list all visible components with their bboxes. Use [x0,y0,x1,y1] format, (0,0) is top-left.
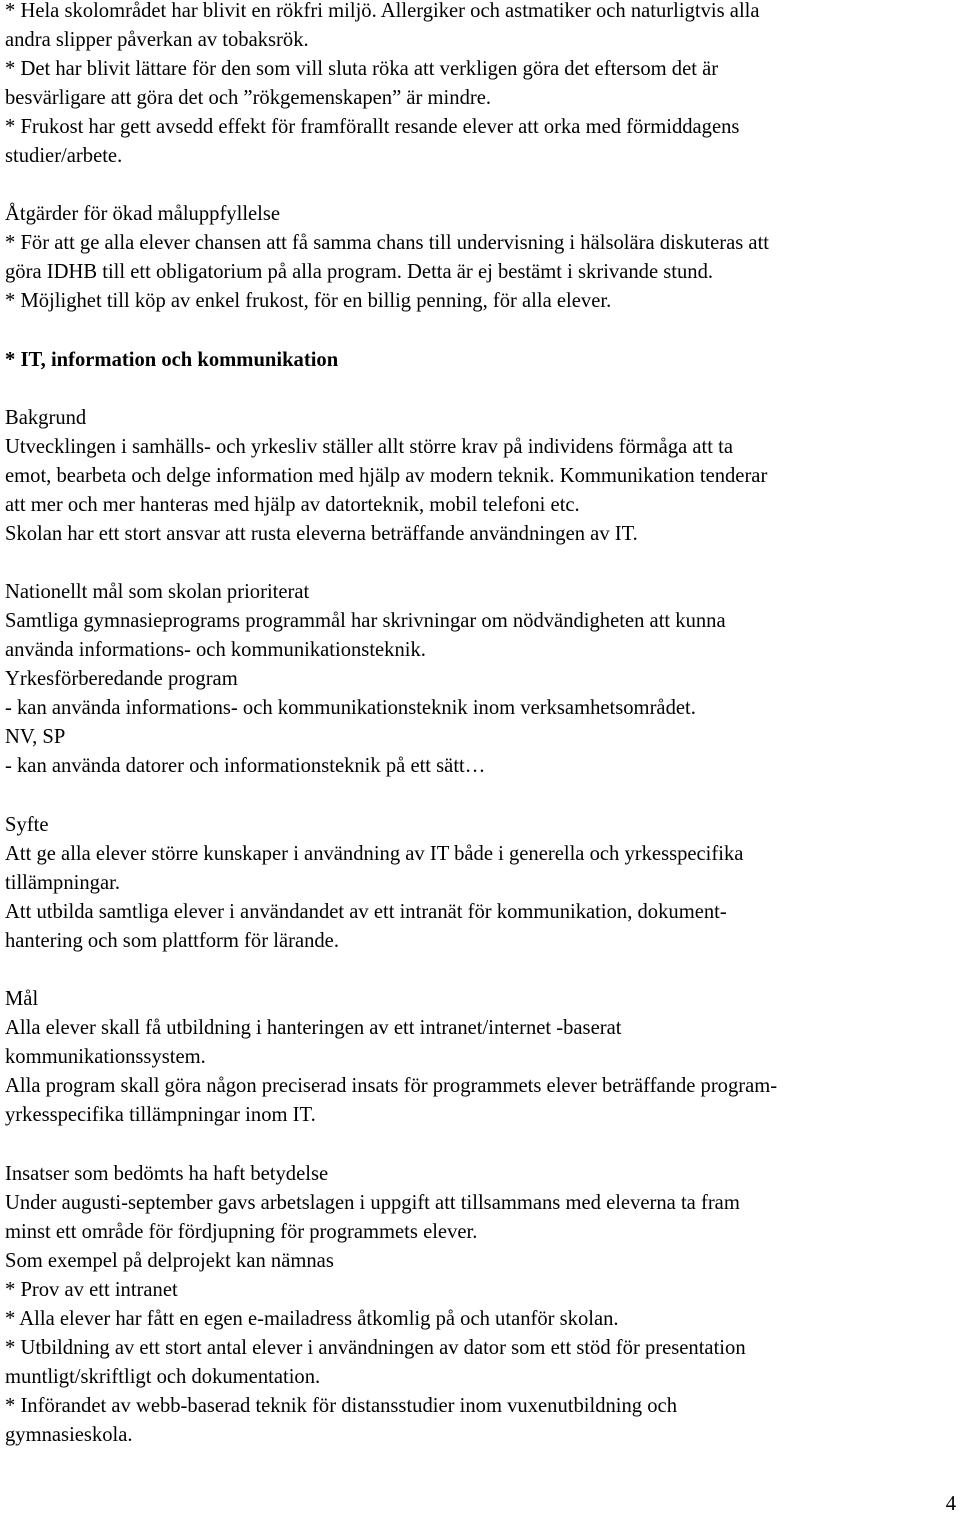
text-line: minst ett område för fördjupning för programmets elever. [5,1221,478,1243]
text-line: Insatser som bedömts ha haft betydelse [5,1163,329,1185]
text-line: studier/arbete. [5,145,123,167]
section-heading: * IT, information och kommunikation [5,349,339,371]
text-line: att mer och mer hanteras med hjälp av datorteknik, mobil telefoni etc. [5,494,580,516]
text-line: Mål [5,988,39,1010]
text-line: Åtgärder för ökad måluppfyllelse [5,203,281,225]
text-line: Att utbilda samtliga elever i användandet av ett intranät för kommunikation, dokument- [5,901,727,923]
text-line: Som exempel på delprojekt kan nämnas [5,1250,334,1272]
text-line: NV, SP [5,726,66,748]
text-line: tillämpningar. [5,872,120,894]
text-line: * Utbildning av ett stort antal elever i användningen av dator som ett stöd för presentation [5,1337,746,1359]
text-line: kommunikationssystem. [5,1046,206,1068]
text-line: Bakgrund [5,407,87,429]
text-line: Yrkesförberedande program [5,668,238,690]
text-line: Utvecklingen i samhälls- och yrkesliv ställer allt större krav på individens förmåga att ta [5,436,734,458]
text-line: yrkesspecifika tillämpningar inom IT. [5,1104,316,1126]
text-line: andra slipper påverkan av tobaksrök. [5,29,309,51]
text-line: göra IDHB till ett obligatorium på alla program. Detta är ej bestämt i skrivande stund. [5,261,714,283]
text-line: * Alla elever har fått en egen e-mailadress åtkomlig på och utanför skolan. [5,1308,619,1330]
text-line: muntligt/skriftligt och dokumentation. [5,1366,321,1388]
text-line: * Det har blivit lättare för den som vill sluta röka att verkligen göra det eftersom det är [5,58,719,80]
text-line: Nationellt mål som skolan prioriterat [5,581,310,603]
text-line: Alla program skall göra någon preciserad insats för programmets elever beträffande program- [5,1075,778,1097]
text-line: - kan använda informations- och kommunikationsteknik inom verksamhetsområdet. [5,697,696,719]
text-line: Under augusti-september gavs arbetslagen i uppgift att tillsammans med eleverna ta fram [5,1192,740,1214]
text-line: * Möjlighet till köp av enkel frukost, för en billig penning, för alla elever. [5,290,612,312]
text-line: emot, bearbeta och delge information med hjälp av modern teknik. Kommunikation tenderar [5,465,768,487]
page-number: 4 [945,1493,956,1515]
text-line: Samtliga gymnasieprograms programmål har skrivningar om nödvändigheten att kunna [5,610,726,632]
text-line: Att ge alla elever större kunskaper i användning av IT både i generella och yrkesspecifika [5,843,744,865]
text-line: * Frukost har gett avsedd effekt för framförallt resande elever att orka med förmiddagens [5,116,740,138]
text-line: hantering och som plattform för lärande. [5,930,339,952]
text-line: Skolan har ett stort ansvar att rusta eleverna beträffande användningen av IT. [5,523,638,545]
text-line: besvärligare att göra det och ”rökgemenskapen” är mindre. [5,87,492,109]
text-line: använda informations- och kommunikationsteknik. [5,639,426,661]
text-line: * Hela skolområdet har blivit en rökfri miljö. Allergiker och astmatiker och naturligtvis alla [5,0,760,22]
text-line: Alla elever skall få utbildning i hanteringen av ett intranet/internet -baserat [5,1017,622,1039]
text-line: - kan använda datorer och informationsteknik på ett sätt… [5,755,486,777]
text-line: * Införandet av webb-baserad teknik för distansstudier inom vuxenutbildning och [5,1395,677,1417]
text-line: * För att ge alla elever chansen att få samma chans till undervisning i hälsolära diskuteras att [5,232,770,254]
text-line: gymnasieskola. [5,1424,133,1446]
text-line: Syfte [5,814,49,836]
text-line: * Prov av ett intranet [5,1279,178,1301]
